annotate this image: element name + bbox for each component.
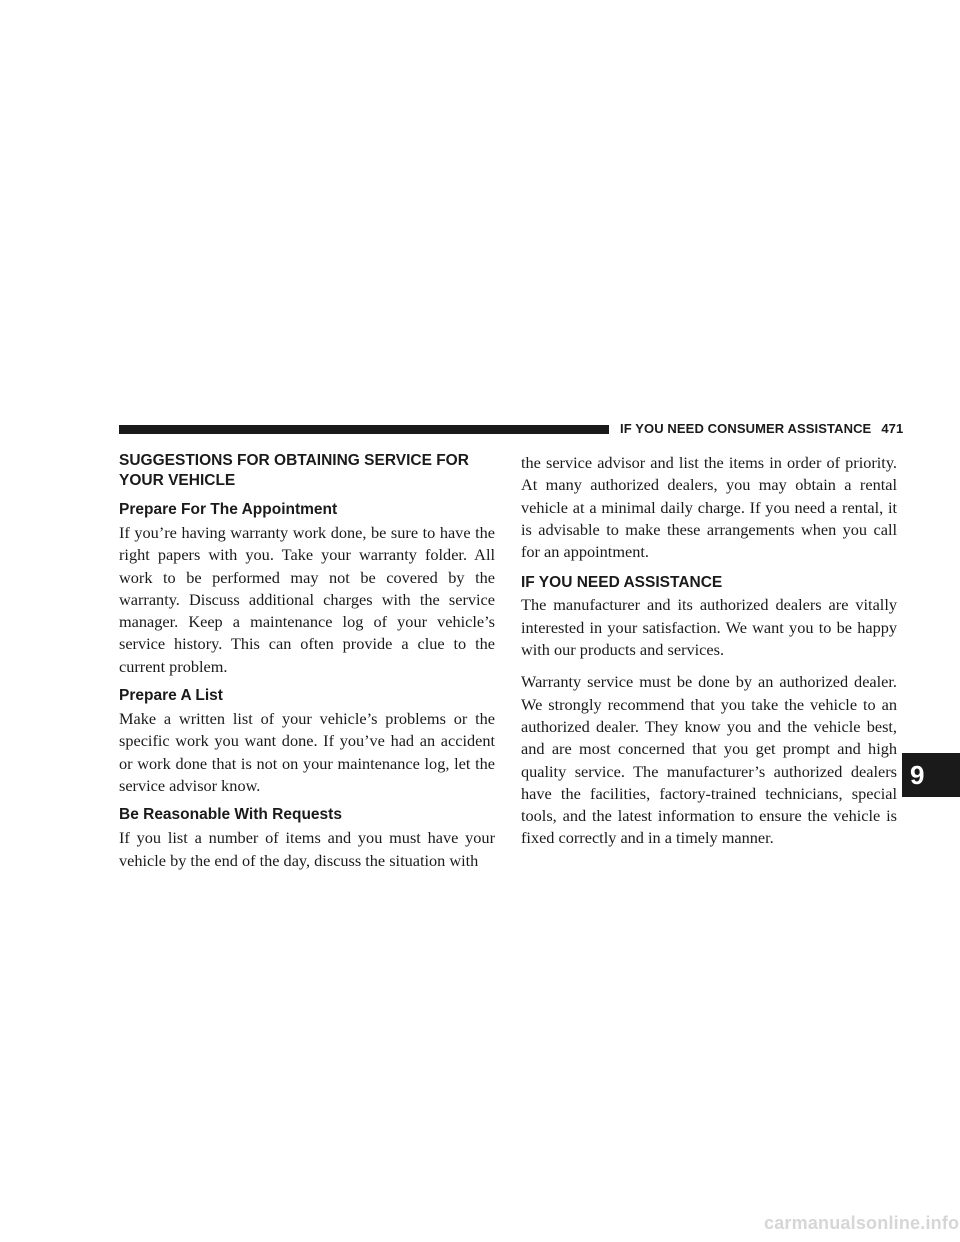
section-text-appointment: If you’re having warranty work done, be sure to have the right papers with you. Take your warranty folder. All work to be performed may not be covered by the warranty. Discuss additional charges with the service manager. Keep a maintenance log of your vehicle’s service history. This can often provide a clue to the current problem. xyxy=(119,523,495,676)
assistance-heading: IF YOU NEED ASSISTANCE xyxy=(521,574,723,592)
left-column xyxy=(119,451,495,872)
section-heading-list: Prepare A List xyxy=(119,687,223,705)
section-title: IF YOU NEED CONSUMER ASSISTANCE xyxy=(620,421,872,436)
section-heading-requests: Be Reasonable With Requests xyxy=(119,806,342,824)
running-header xyxy=(620,421,903,436)
section-text-list: Make a written list of your vehicle’s problems or the specific work you want done. If you’ve had an accident or work done that is not on your maintenance log, let the service advisor know. xyxy=(119,709,495,795)
page-number: 471 xyxy=(881,421,904,436)
right-column xyxy=(521,452,897,850)
assistance-paragraph-2: Warranty service must be done by an authorized dealer. We strongly recommend that you take the vehicle to an authorized dealer. They know you and the vehicle best, and are most concerned that you get prompt and high quality service. The manufacturer’s authorized dealers have the facilities, factory-trained technicians, special tools, and the latest information to ensure the vehicle is fixed correctly and in a timely manner. xyxy=(521,672,897,848)
watermark: carmanualsonline.info xyxy=(764,1213,960,1233)
header-rule xyxy=(119,425,609,434)
section-text-requests: If you list a number of items and you must have your vehicle by the end of the day, discuss the situation with xyxy=(119,828,495,870)
continued-paragraph: the service advisor and list the items in order of priority. At many authorized dealers, you may obtain a rental vehicle at a minimal daily charge. If you need a rental, it is advisable to make these arrangements when you call for an appointment. xyxy=(521,453,897,562)
section-heading-appointment: Prepare For The Appointment xyxy=(119,501,338,518)
main-heading: SUGGESTIONS FOR OBTAINING SERVICE FOR YOUR VEHICLE xyxy=(119,452,469,489)
chapter-tab: 9 xyxy=(902,753,960,797)
assistance-paragraph-1: The manufacturer and its authorized dealers are vitally interested in your satisfaction. We want you to be happy with our products and services. xyxy=(521,595,897,660)
